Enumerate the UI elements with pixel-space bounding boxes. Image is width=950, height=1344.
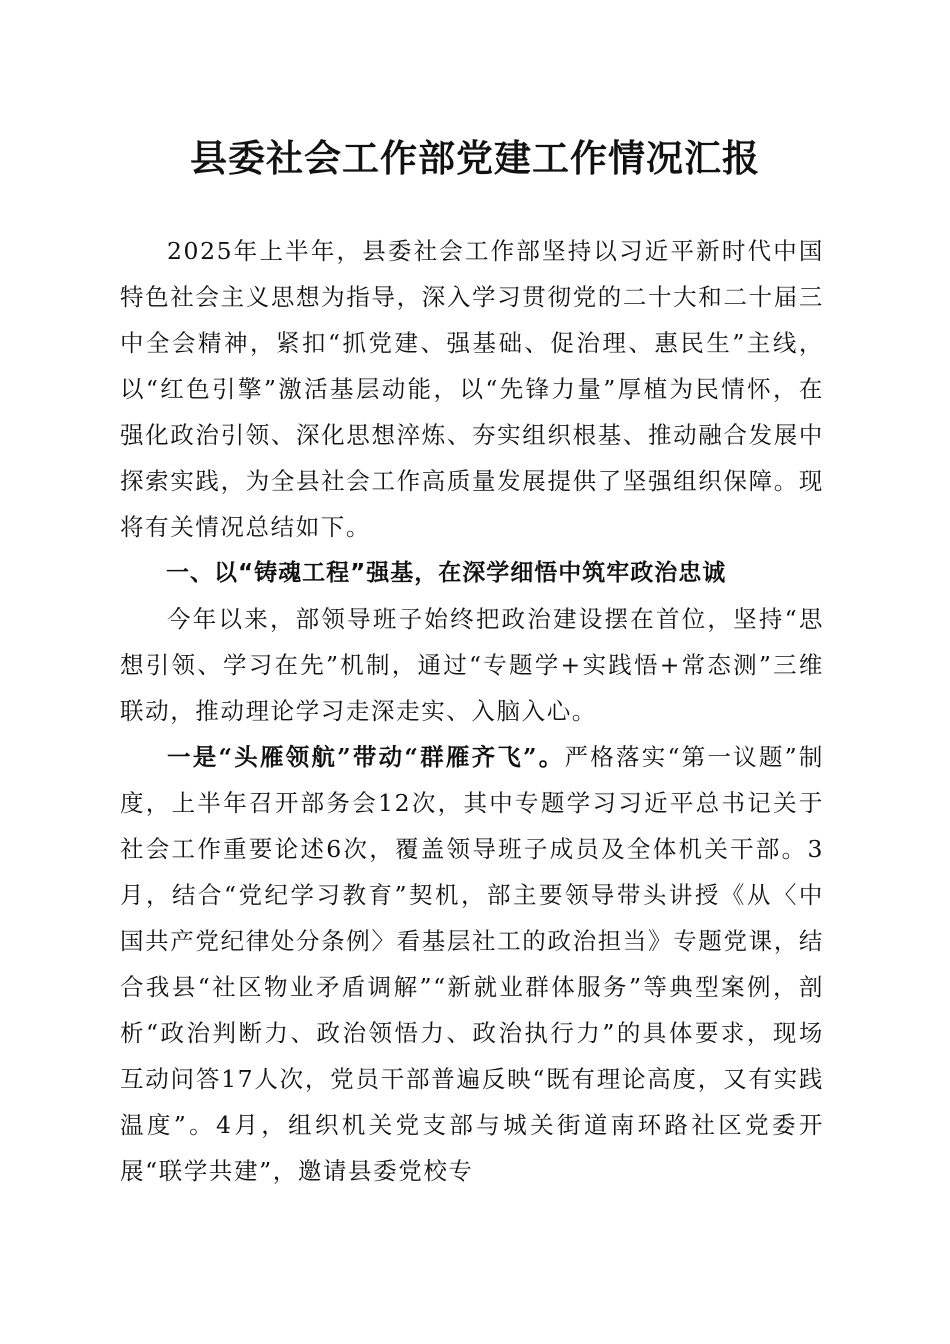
intro-paragraph: 2025年上半年，县委社会工作部坚持以习近平新时代中国特色社会主义思想为指导，深入学习贯彻党的二十大和二十届三中全会精神，紧扣“抓党建、强基础、促治理、惠民生”主线，以“红色引擎”激活基层动能，以“先锋力量”厚植为民情怀，在强化政治引领、深化思想淬炼、夯实组织根基、推动融合发展中探索实践，为全县社会工作高质量发展提供了坚强组织保障。现将有关情况总结如下。 — [120, 237, 824, 541]
section-paragraph: 今年以来，部领导班子始终把政治建设摆在首位，坚持“思想引领、学习在先”机制，通过“专题学+实践悟+常态测”三维联动，推动理论学习走深走实、入脑入心。 — [120, 605, 824, 725]
document-title: 县委社会工作部党建工作情况汇报 — [190, 136, 760, 180]
section-heading: 一、以“铸魂工程”强基，在深学细悟中筑牢政治忠诚 — [166, 560, 727, 586]
document-body — [120, 228, 824, 1194]
point-lead: 一是“头雁领航”带动“群雁齐飞”。 — [167, 743, 565, 771]
point-paragraph — [120, 734, 824, 1194]
point-body: 严格落实“第一议题”制度，上半年召开部务会12次，其中专题学习习近平总书记关于社会工作重要论述6次，覆盖领导班子成员及全体机关干部。3月，结合“党纪学习教育”契机，部主要领导带头讲授《从〈中国共产党纪律处分条例〉看基层社工的政治担当》专题党课，结合我县“社区物业矛盾调解”“新就业群体服务”等典型案例，剖析“政治判断力、政治领悟力、政治执行力”的具体要求，现场互动问答17人次，党员干部普遍反映“既有理论高度，又有实践温度”。4月，组织机关党支部与城关街道南环路社区党委开展“联学共建”，邀请县委党校专 — [120, 743, 824, 1185]
